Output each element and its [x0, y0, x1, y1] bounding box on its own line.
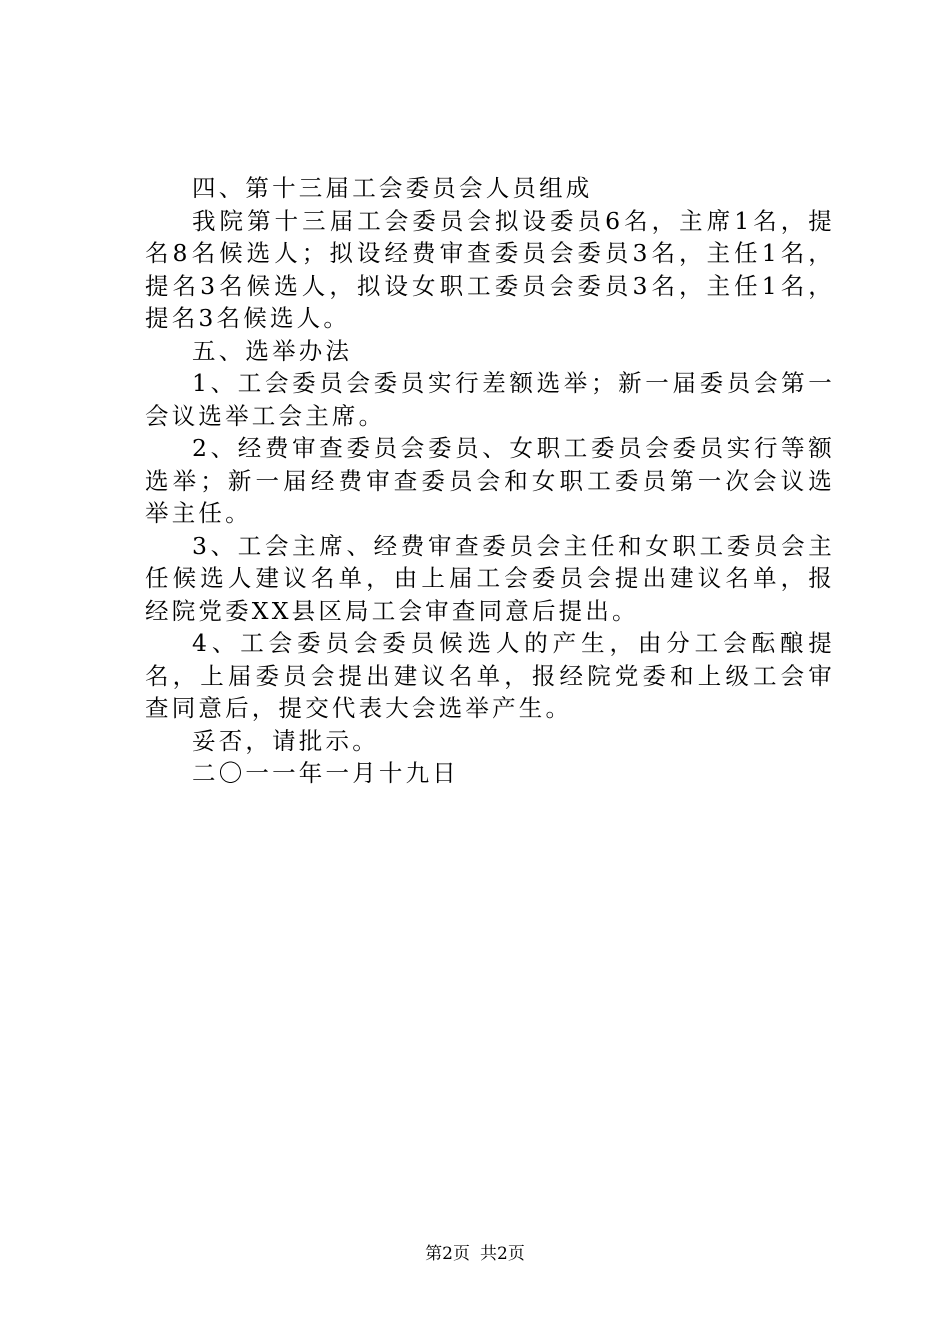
closing-request: 妥否，请批示。 [192, 726, 379, 755]
paragraph-committee-composition: 我院第十三届工会委员会拟设委员6名，主席1名，提名8名候选人；拟设经费审查委员会委员3名，主任1名，提名3名候选人，拟设女职工委员会委员3名，主任1名，提名3名候选人。 [145, 206, 835, 332]
section-heading-election-method: 五、选举办法 [192, 336, 353, 365]
document-date: 二〇一一年一月十九日 [192, 759, 459, 787]
section-heading-composition: 四、第十三届工会委员会人员组成 [192, 174, 593, 202]
paragraph-item-1: 1、工会委员会委员实行差额选举；新一届委员会第一会议选举工会主席。 [145, 369, 835, 430]
page-number-total: 共2页 [480, 1244, 525, 1264]
page-footer [0, 1243, 950, 1265]
page-number-current: 第2页 [425, 1244, 470, 1264]
paragraph-item-2: 2、经费审查委员会委员、女职工委员会委员实行等额选举；新一届经费审查委员会和女职工委员第一次会议选举主任。 [145, 434, 835, 527]
paragraph-item-4: 4、工会委员会委员候选人的产生，由分工会酝酿提名，上届委员会提出建议名单，报经院党委和上级工会审查同意后，提交代表大会选举产生。 [145, 629, 835, 722]
document-body [145, 172, 835, 790]
paragraph-item-3: 3、工会主席、经费审查委员会主任和女职工委员会主任候选人建议名单，由上届工会委员会提出建议名单，报经院党委XX县区局工会审查同意后提出。 [145, 531, 835, 625]
